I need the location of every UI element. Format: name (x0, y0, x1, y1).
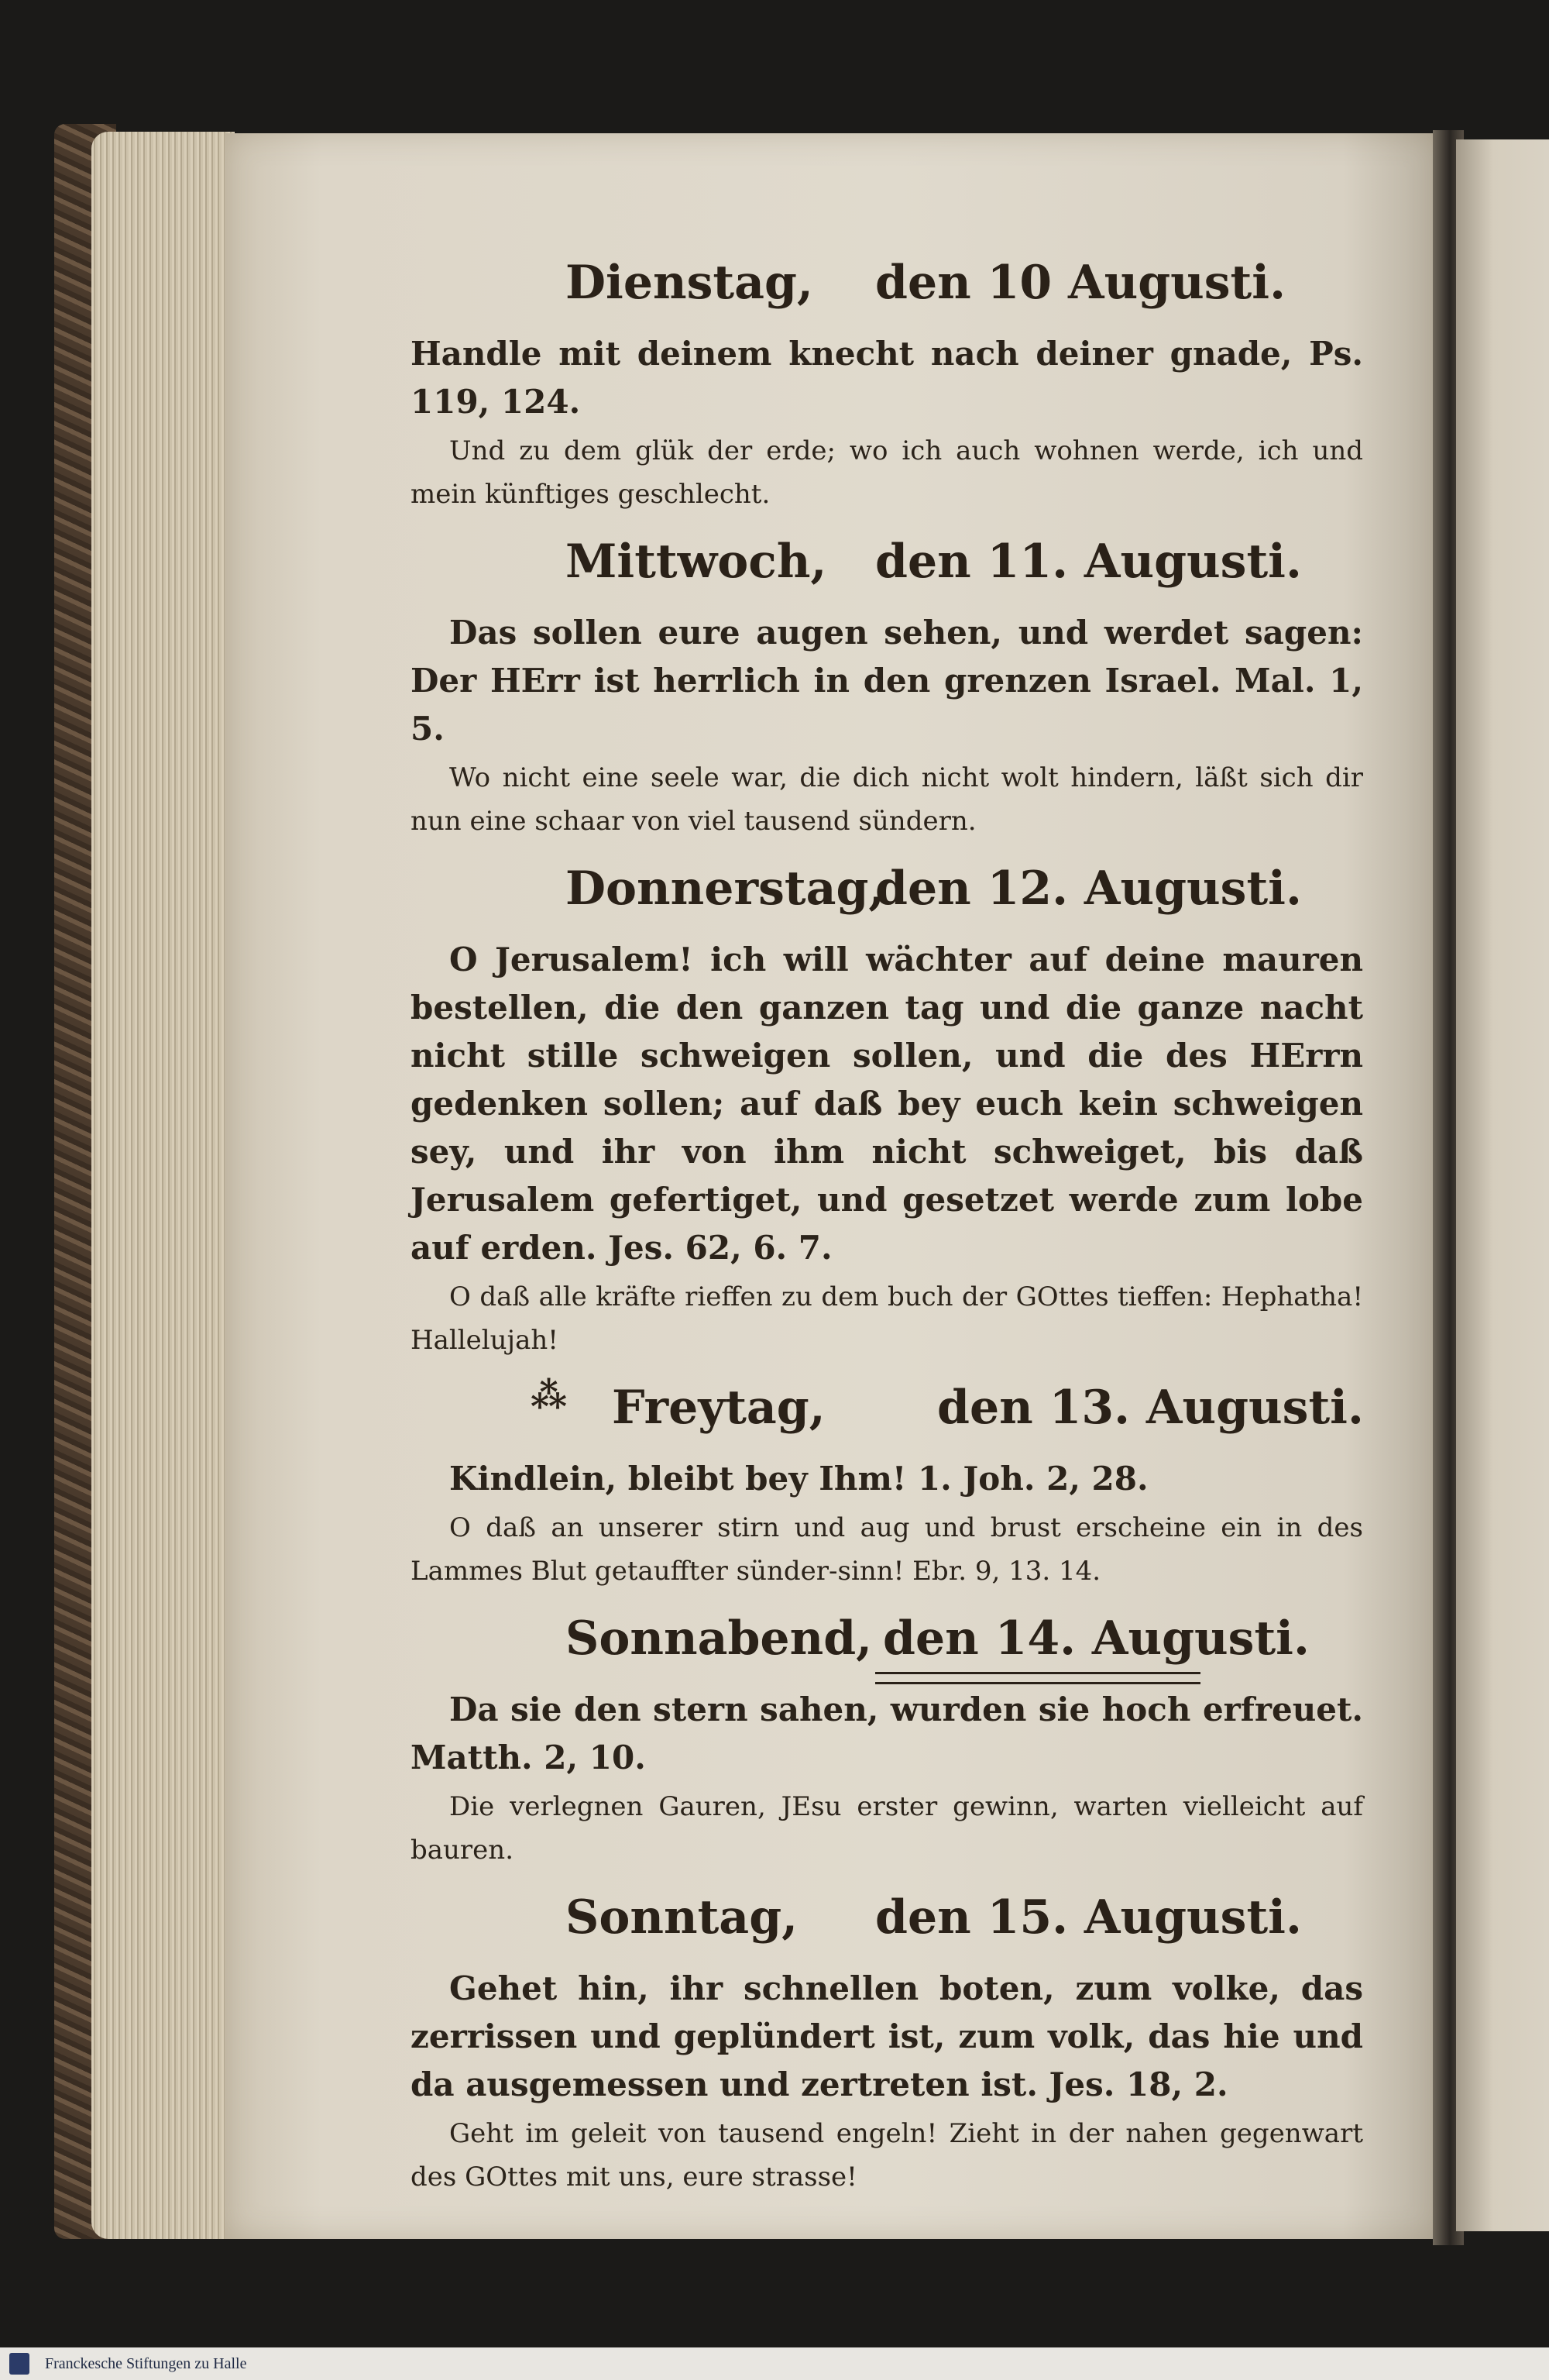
date-underline (875, 1672, 1200, 1684)
entry-verse: Da sie den stern sahen, wurden sie hoch erfreuet. Matth. 2, 10. (410, 1690, 1363, 1776)
entry-hymn: Wo nicht eine seele war, die dich nicht wolt hindern, läßt sich dir nun eine schaar von viel tausend sündern. (410, 762, 1363, 837)
footer-bar (0, 2347, 1549, 2380)
entry-date: den 12. Augusti. (875, 862, 1302, 916)
facing-page-edge (1456, 139, 1549, 2231)
entry-hymn: Und zu dem glük der erde; wo ich auch wohnen werde, ich und mein künftiges geschlecht. (410, 435, 1363, 510)
institution-name: Franckesche Stiftungen zu Halle (45, 2355, 247, 2372)
entry-heading (410, 862, 1363, 931)
entry-day: Freytag, (612, 1381, 826, 1435)
entry-hymn: Die verlegnen Gauren, JEsu erster gewinn, warten vielleicht auf bauren. (410, 1791, 1363, 1866)
entry-date: den 13. Augusti. (937, 1381, 1364, 1435)
entry-verse: Kindlein, bleibt bey Ihm! 1. Joh. 2, 28. (449, 1460, 1149, 1498)
page-stack-edges (91, 132, 235, 2239)
entry-heading (410, 1611, 1363, 1681)
entry-date: den 14. Augusti. (883, 1611, 1310, 1666)
entry-verse: Handle mit deinem knecht nach deiner gnade, Ps. 119, 124. (410, 335, 1363, 421)
entry-heading (410, 1890, 1363, 1960)
entry-date: den 15. Augusti. (875, 1890, 1302, 1945)
entry-verse: Gehet hin, ihr schnellen boten, zum volke, das zerrissen und geplündert ist, zum volk, das hie und da ausgemessen und zertreten ist. Jes. 18, 2. (410, 1969, 1363, 2103)
entry-day: Mittwoch, (565, 535, 827, 589)
entry-day: Sonnabend, (565, 1611, 873, 1666)
entry-hymn: O daß an unserer stirn und aug und brust erscheine ein in des Lammes Blut getauffter sünder-sinn! Ebr. 9, 13. 14. (410, 1512, 1363, 1587)
page-text (410, 256, 1363, 2217)
entry-date: den 11. Augusti. (875, 535, 1302, 589)
entry-hymn: O daß alle kräfte rieffen zu dem buch der GOttes tieffen: Hephatha! Hallelujah! (410, 1281, 1363, 1356)
institution-logo-icon (9, 2353, 29, 2375)
entry-verse: Das sollen eure augen sehen, und werdet sagen: Der HErr ist herrlich in den grenzen Israel. Mal. 1, 5. (410, 614, 1363, 748)
entry-heading (410, 1374, 1364, 1450)
entry-date: den 10 Augusti. (875, 256, 1286, 310)
asterism-icon: ⁂ (531, 1374, 568, 1416)
entry-day: Donnerstag, (565, 862, 885, 916)
entry-verse: O Jerusalem! ich will wächter auf deine mauren bestellen, die den ganzen tag und die ganze nacht nicht stille schweigen sollen, und die des HErrn gedenken sollen; auf daß bey euch kein schweigen sey, und ihr von ihm nicht schweiget, bis daß Jerusalem gefertiget, und gesetzet werde zum lobe auf erden. Jes. 62, 6. 7. (410, 941, 1363, 1267)
entry-heading (410, 535, 1363, 604)
entry-hymn: Geht im geleit von tausend engeln! Zieht in der nahen gegenwart des GOttes mit uns, eure strasse! (410, 2118, 1363, 2193)
entry-day: Sonntag, (565, 1890, 799, 1945)
entry-day: Dienstag, (565, 256, 813, 310)
entry-heading (410, 256, 1363, 325)
